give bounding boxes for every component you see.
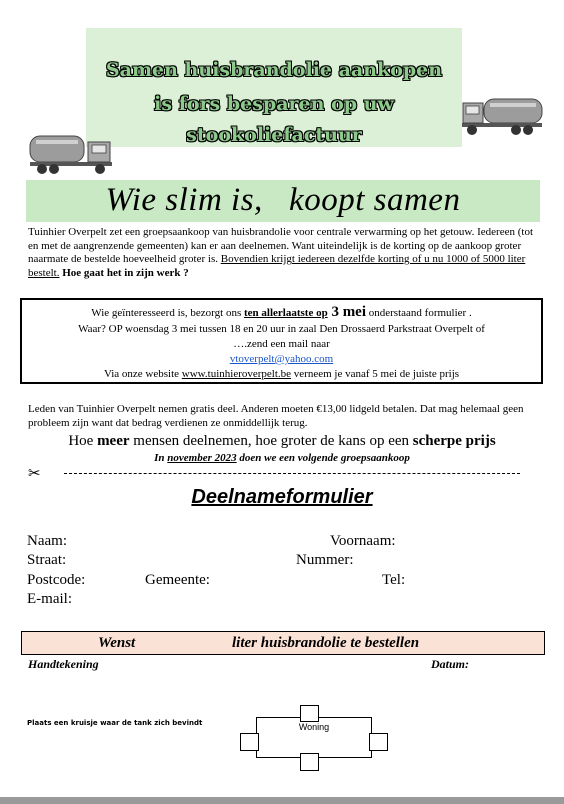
intro-how-it-works: Hoe gaat het in zijn werk ?	[59, 267, 189, 280]
next-text: In	[154, 452, 168, 464]
tank-spot-bottom[interactable]	[300, 753, 319, 771]
chance-text: Hoe	[68, 433, 98, 449]
scissors-icon: ✂	[28, 464, 41, 482]
form-title-text: Deelnameformulier	[191, 486, 373, 508]
tel-field[interactable]: Tel:	[382, 572, 406, 588]
tanker-truck-right-icon	[462, 97, 544, 139]
house-label: Woning	[298, 722, 330, 732]
info-deadline-line	[22, 304, 541, 321]
naam-field[interactable]: Naam:	[27, 533, 67, 549]
signature-label[interactable]: Handtekening	[28, 657, 99, 671]
order-liters-label: liter huisbrandolie te bestellen	[232, 635, 420, 651]
voornaam-field[interactable]: Voornaam:	[330, 533, 396, 549]
info-text: onderstaand formulier .	[366, 307, 472, 319]
email-link[interactable]: vtoverpelt@yahoo.com	[229, 353, 334, 365]
next-date: november 2023	[167, 452, 237, 464]
form-title	[0, 486, 564, 509]
website-link[interactable]: www.tuinhieroverpelt.be	[181, 368, 292, 380]
header-line-1: Samen huisbrandolie aankopen	[105, 59, 443, 81]
next-text: doen we een volgende groepsaankoop	[236, 452, 410, 464]
order-box[interactable]	[21, 631, 545, 655]
info-deadline-label: ten allerlaatste op	[243, 307, 328, 319]
postcode-field[interactable]: Postcode:	[27, 572, 86, 588]
info-text: verneem je vanaf 5 mei de juiste prijs	[291, 368, 460, 380]
info-text: Via onze website	[103, 368, 182, 380]
info-email-line	[22, 353, 541, 365]
nummer-field[interactable]: Nummer:	[296, 552, 354, 568]
members-paragraph: Leden van Tuinhier Overpelt nemen gratis deel. Anderen moeten €13,00 lidgeld betalen. Dat mag helemaal geen probleem zijn want dat bedrag verdienen ze onmiddellijk terug.	[28, 403, 524, 429]
slogan-band	[26, 180, 540, 222]
tank-spot-right[interactable]	[369, 733, 388, 751]
info-box	[20, 298, 543, 384]
info-website-line	[22, 368, 541, 380]
slogan: Wie slim is, koopt samen	[105, 182, 461, 218]
tanker-truck-left-icon	[28, 132, 114, 178]
info-deadline-date: 3 mei	[327, 304, 367, 320]
gemeente-field[interactable]: Gemeente:	[145, 572, 210, 588]
cut-line	[64, 473, 520, 474]
chance-text: mensen deelnemen, hoe groter de kans op een	[129, 433, 413, 449]
header-line-2: is fors besparen op uw	[154, 93, 394, 115]
info-mail-line: ….zend een mail naar	[233, 338, 330, 350]
chance-line	[0, 433, 564, 450]
order-wenst: Wenst	[98, 635, 136, 651]
tank-spot-top[interactable]	[300, 705, 319, 722]
info-location-line: Waar? OP woensdag 3 mei tussen 18 en 20 uur in zaal Den Drossaerd Parkstraat Overpelt of	[78, 323, 485, 335]
header-banner	[86, 28, 462, 147]
email-field[interactable]: E-mail:	[27, 591, 72, 607]
straat-field[interactable]: Straat:	[27, 552, 67, 568]
intro-paragraph	[28, 226, 544, 281]
chance-emphasis: scherpe prijs	[412, 433, 496, 449]
intro-discount-note: Bovendien krijgt iedereen dezelfde korting of u nu 1000 of 5000 liter bestelt.	[28, 253, 526, 280]
date-label[interactable]: Datum:	[431, 657, 470, 671]
intro-text: Tuinhier Overpelt zet een groepsaankoop van huisbrandolie voor centrale verwarming op het getouw. Iedereen (tot en met de aangrenzende gemeenten) kan er aan deelnemen. Want uiteindelijk is de korting op de aankoop groter naarmate de bestelde hoeveelheid groter is.	[28, 226, 534, 266]
tank-note: Plaats een kruisje waar de tank zich bevindt	[27, 719, 203, 727]
tank-spot-left[interactable]	[240, 733, 259, 751]
info-text: Wie geïnteresseerd is, bezorgt ons	[91, 307, 244, 319]
chance-emphasis: meer	[97, 433, 130, 449]
header-line-3: stookoliefactuur	[186, 124, 362, 146]
bottom-bar	[0, 797, 564, 804]
next-purchase-line	[0, 452, 564, 464]
